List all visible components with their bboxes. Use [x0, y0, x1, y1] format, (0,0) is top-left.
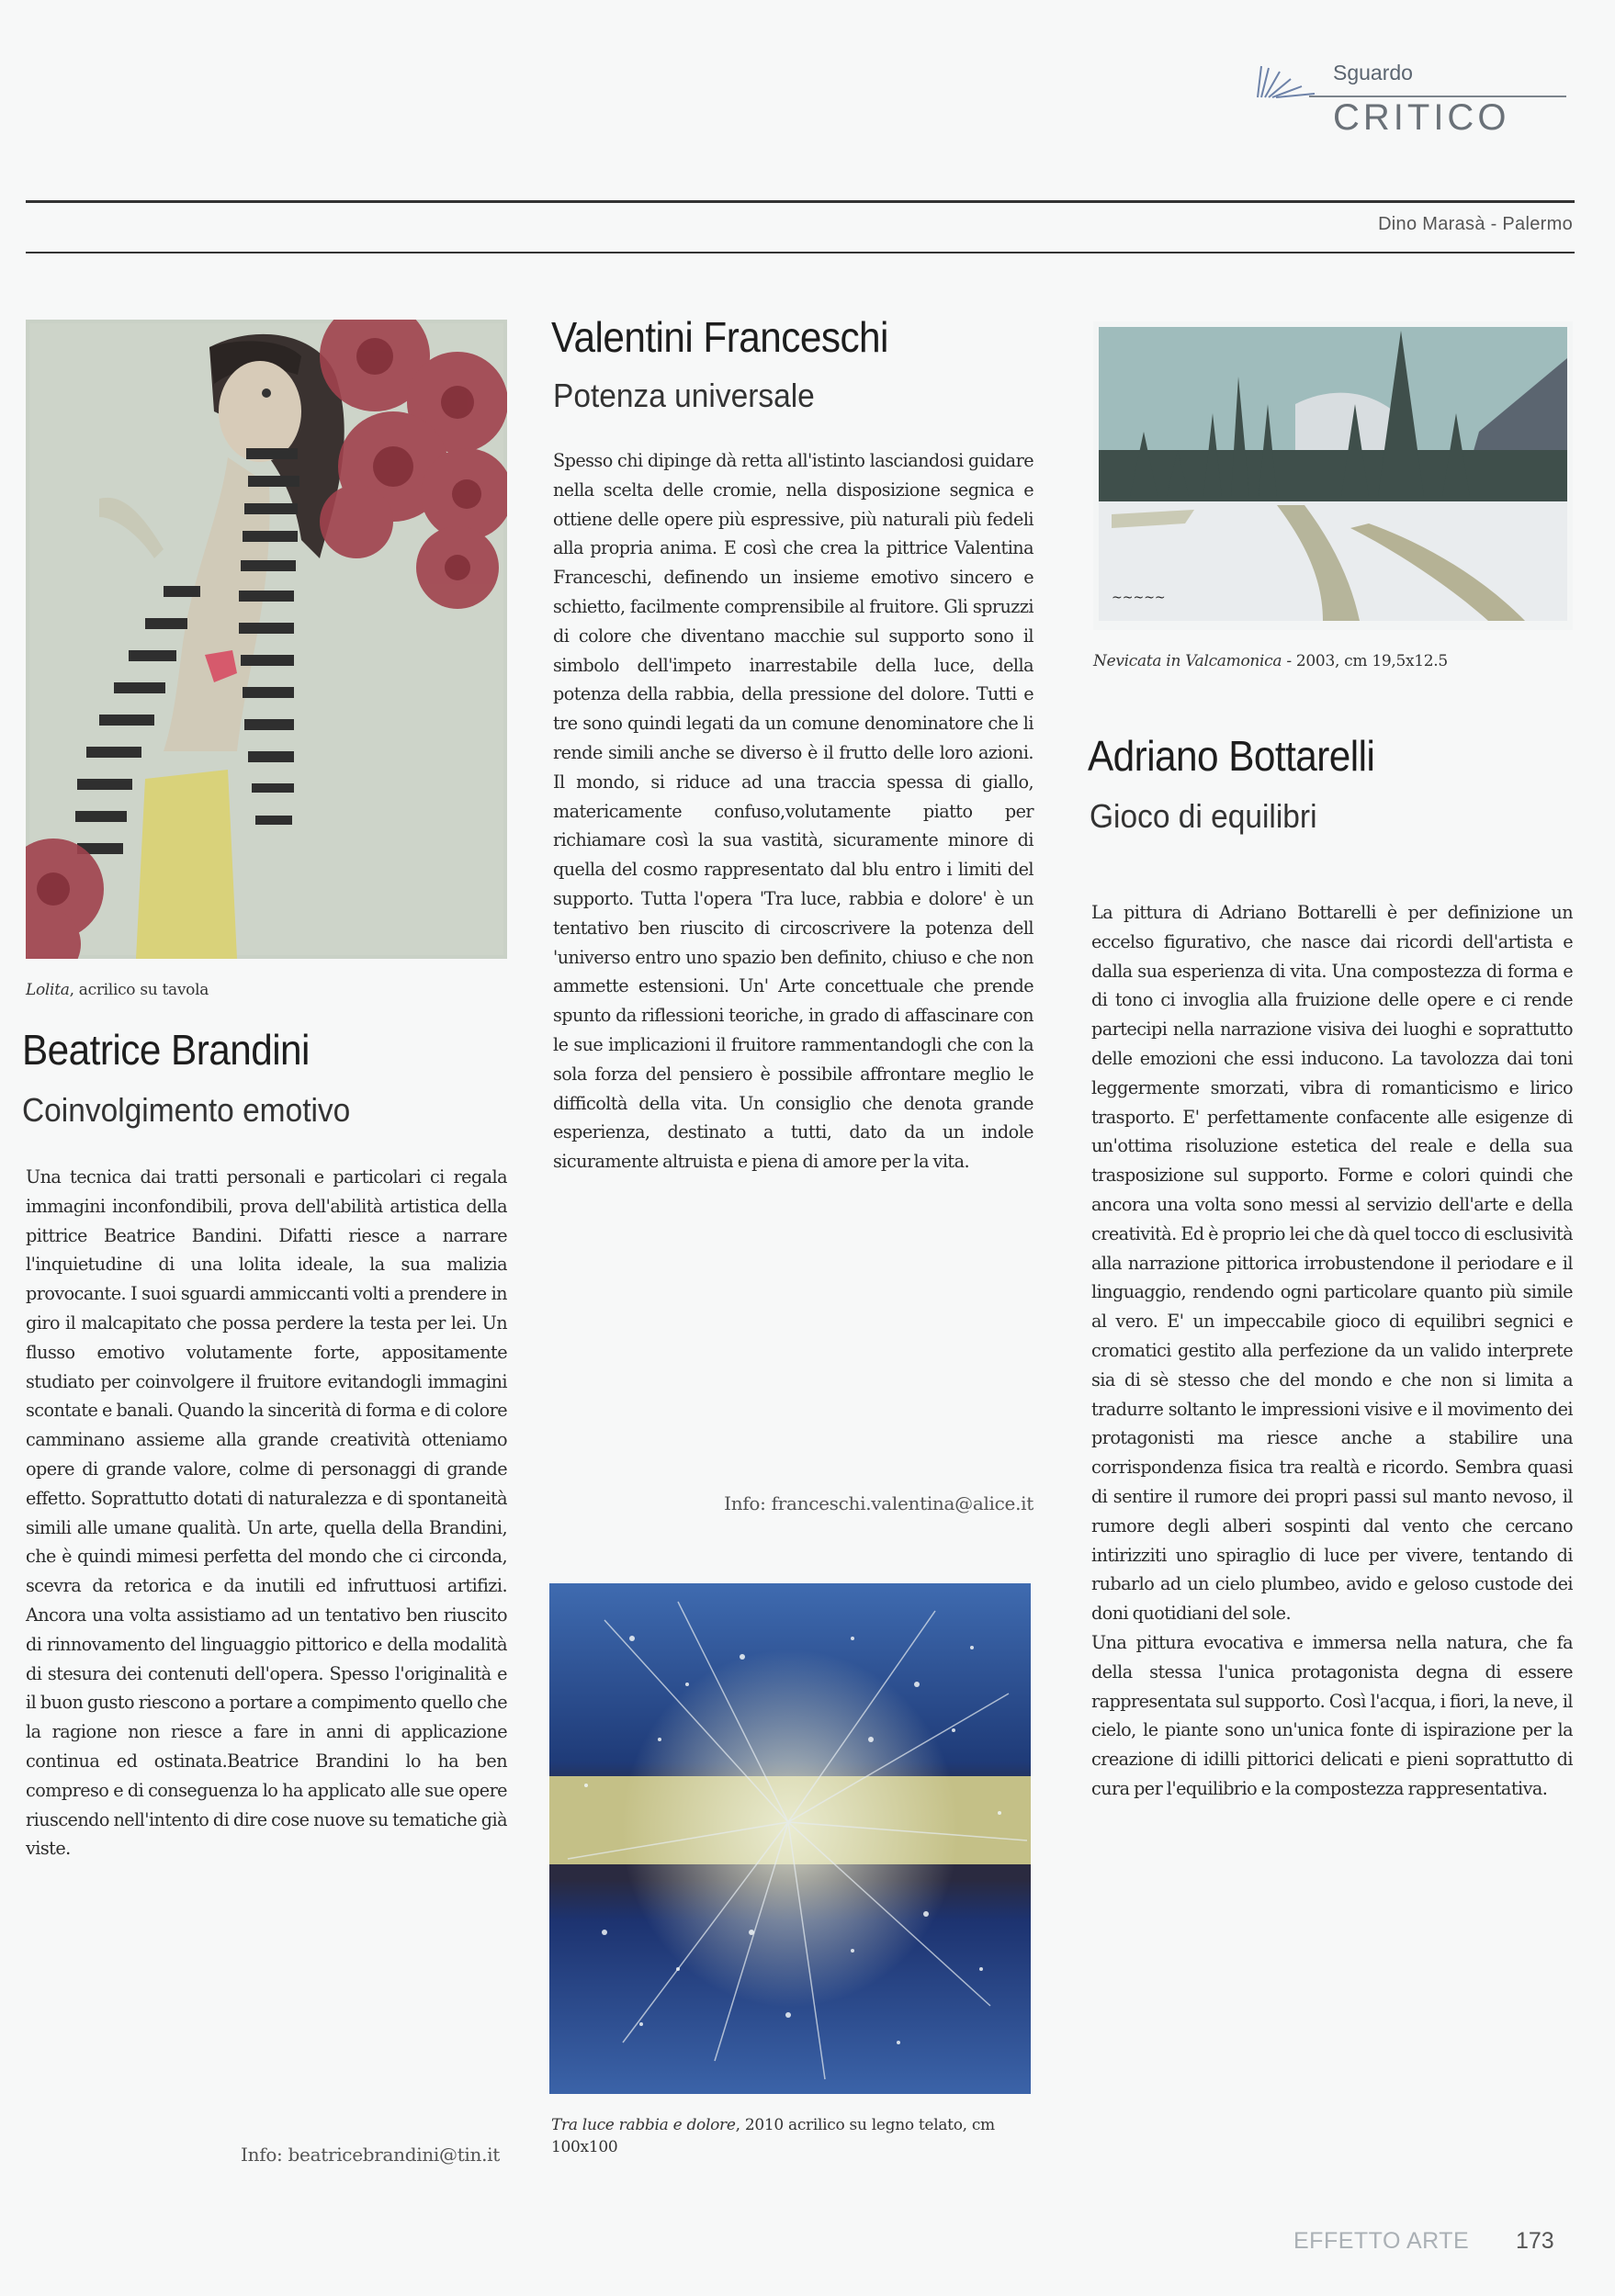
caption-title: Nevicata in Valcamonica [1093, 652, 1282, 670]
header-rule-top [26, 200, 1575, 203]
artist-name: Beatrice Brandini [22, 1026, 310, 1074]
magazine-name: EFFETTO ARTE [1293, 2228, 1470, 2254]
sunburst-icon [1254, 62, 1318, 99]
article-body: Una tecnica dai tratti personali e particolari ci regala immagini inconfondibili, prova dell'abilità artistica della pittrice Beatrice Bandini. Difatti riesce a narrare l'inquietudine di una lolita ideale, la sua malizia provocante. I suoi sguardi ammiccanti volti a prendere in giro il malcapitato che possa perdere la testa per lei. Un flusso emotivo volutamente forte, appositamente studiato per coinvolgere il fruitore evitandogli immagini scontate e banali. Quando la sincerità di forma e di colore camminano assieme alla grande creatività otteniamo opere di grande valore, colme di personaggi di grande effetto. Soprattutto dotati di naturalezza e di spontaneità simili alle umane qualità. Un arte, quella della Brandini, che è quindi mimesi perfetta del mondo che ci circonda, scevra da retorica e da inutili ed infruttuosi artifizi. Ancora una volta assistiamo ad un tentativo ben riuscito di rinnovamento del linguaggio pittorico e della modalità di stesura dei contenuti dell'opera. Spesso l'originalità e il buon gusto riescono a portare a compimento quello che la ragione non riesce a fare in anni di applicazione continua ed ostinata.Beatrice Brandini lo ha ben compreso e di conseguenza lo ha applicato alle sue opere riuscendo nell'intento di dire cose nuove su tematiche già viste. [26, 1166, 507, 1860]
artist-name: Valentini Franceschi [551, 313, 888, 361]
painting-lolita [26, 320, 507, 959]
section-logo [1254, 57, 1571, 149]
contact-info: Info: beatricebrandini@tin.it [241, 2144, 500, 2166]
caption-details: - 2003, cm 19,5x12.5 [1282, 652, 1448, 670]
svg-text:~~~~~: ~~~~~ [1112, 591, 1166, 605]
caption-lolita [26, 981, 209, 999]
article-paragraph: La pittura di Adriano Bottarelli è per definizione un eccelso figurativo, che nasce dai ricordi dell'artista e dalla sua esperienza di vita. Una compostezza di forma e di tono ci invoglia alla fruizione delle opere e ci rende partecipi nella narrazione visiva dei luoghi e soprattutto delle emozioni che essi inducono. La tavolozza dai toni leggermente smorzati, vibra di romanticismo e lirico trasporto. E' perfettamente confacente alle esigenze di un'ottima risoluzione estetica del reale e della sua trasposizione sul supporto. Forme e colori quindi che ancora una volta sono messi al servizio dell'arte e della creatività. Ed è proprio lei che dà quel tocco di esclusività alla narrazione pittorica irrobustendone il periodare e il linguaggio, rendendo ogni particolare quanto più simile al vero. E' un impeccabile gioco di equilibri segnici e cromatici gestito alla perfezione da un valido interprete sia di sè stesso che del mondo e che non si limita a tradurre soltanto le impressioni visive e il movimento dei protagonisti ma riesce anche a stabilire una corrispondenza fisica tra realtà e ricordo. Sembra quasi di sentire il rumore dei propri passi sul manto nevoso, il rumore degli alberi sospinti dal vento che cercano intirizziti uno spiraglio di luce per vivere, tentando di rubarlo ad un cielo plumbeo, avido e geloso custode dei doni quotidiani del sole. [1091, 902, 1573, 1625]
section-label-big: CRITICO [1333, 97, 1510, 138]
caption-tra-luce [551, 2114, 1029, 2158]
byline: Dino Marasà - Palermo [1378, 214, 1573, 234]
page-number: 173 [1516, 2228, 1554, 2254]
article-paragraph: Una pittura evocativa e immersa nella natura, che fa della stessa l'unica protagonista degna di essere rappresentata sul supporto. Così l'acqua, i fiori, la neve, il cielo, le piante sono un'unica fonte di ispirazione per la creazione di idilli pittorici delicati e pieni soprattutto di cura per l'equilibrio e la compostezza rappresentativa. [1091, 1631, 1573, 1799]
contact-info: Info: franceschi.valentina@alice.it [724, 1492, 1033, 1514]
header-rule-bottom [26, 252, 1575, 253]
painting-tra-luce [549, 1583, 1031, 2094]
article-subtitle: Gioco di equilibri [1090, 797, 1317, 835]
caption-details: , 2010 acrilico su legno telato, cm 100x100 [551, 2116, 995, 2156]
painting-nevicata [1093, 321, 1573, 630]
caption-title: Tra luce rabbia e dolore [551, 2116, 736, 2134]
caption-title: Lolita [26, 981, 70, 999]
article-subtitle: Coinvolgimento emotivo [22, 1091, 351, 1129]
article-body [1091, 898, 1573, 1804]
article-body: Spesso chi dipinge dà retta all'istinto lasciandosi guidare nella scelta delle cromie, nella disposizione segnica e ottiene delle opere più espressive, più naturali più fedeli alla propria anima. E così che crea la pittrice Valentina Franceschi, definendo un insieme emotivo sincero e schietto, facilmente comprensibile al fruitore. Gli spruzzi di colore che diventano macchie sul supporto sono il simbolo dell'impeto inarrestabile della luce, della potenza della rabbia, della pressione del dolore. Tutti e tre sono quindi legati da un comune denominatore che li rende simili anche se diverso è il frutto delle loro azioni. Il mondo, si riduce ad una traccia spessa di giallo, matericamente confuso,volutamente piatto per richiamare così la sua vastità, sicuramente minore di quella del cosmo rappresentato dal blu entro i limiti del supporto. Tutta l'opera 'Tra luce, rabbia e dolore' è un tentativo ben riuscito di circoscrivere la potenza dell 'universo entro uno spazio ben definito, chiuso e che non ammette estensioni. Un' Arte concettuale che prende spunto da riflessioni teoriche, in grado di affascinare con le sue implicazioni il fruitore rammentandogli che con la sola forza del pensiero è possibile affrontare meglio le difficoltà della vita. Un consiglio che denota grande esperienza, destinato a tutti, dato da un indole sicuramente altruista e piena di amore per la vita. [553, 450, 1033, 1173]
caption-nevicata [1093, 652, 1448, 670]
artist-name: Adriano Bottarelli [1088, 732, 1375, 780]
caption-details: , acrilico su tavola [69, 981, 209, 999]
article-subtitle: Potenza universale [553, 377, 815, 414]
section-label-small: Sguardo [1333, 61, 1413, 84]
